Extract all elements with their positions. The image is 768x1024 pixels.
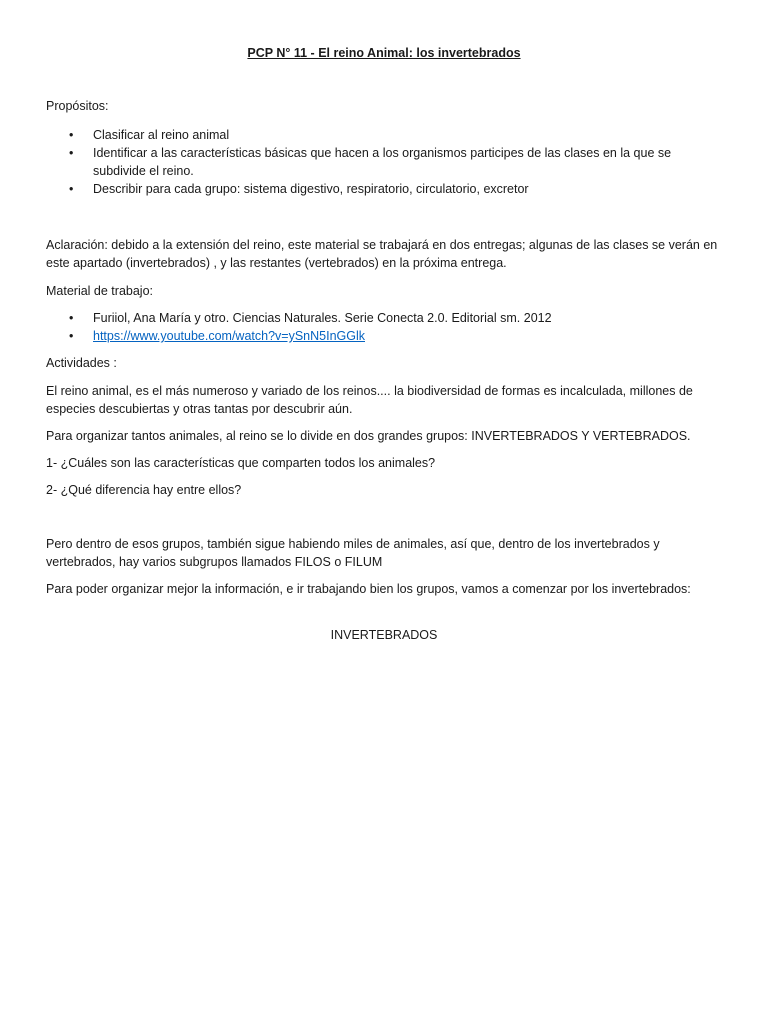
bullet-icon: • <box>69 128 74 142</box>
purposes-label: Propósitos: <box>46 99 109 113</box>
clarification-paragraph: Aclaración: debido a la extensión del reino, este material se trabajará en dos entregas; algunas de las clases se verán en este apartado (invertebrados) , y las restantes (vertebrados) en la próxima entrega. <box>46 238 718 270</box>
material-list <box>46 309 722 345</box>
list-item <box>46 126 722 144</box>
intro-paragraph: El reino animal, es el más numeroso y variado de los reinos.... la biodiversidad de formas es incalculada, millones de especies descubiertas y otras tantas por descubrir aún. <box>46 384 693 416</box>
groups-paragraph: Para organizar tantos animales, al reino se lo divide en dos grandes grupos: INVERTEBRADOS Y VERTEBRADOS. <box>46 429 691 443</box>
bullet-icon: • <box>69 329 74 343</box>
video-link[interactable]: https://www.youtube.com/watch?v=ySnN5InGGlk <box>93 329 365 343</box>
question-1: 1- ¿Cuáles son las características que comparten todos los animales? <box>46 456 436 470</box>
list-item <box>46 309 722 327</box>
question-2: 2- ¿Qué diferencia hay entre ellos? <box>46 483 242 497</box>
organize-paragraph: Para poder organizar mejor la información, e ir trabajando bien los grupos, vamos a comenzar por los invertebrados: <box>46 582 691 596</box>
purpose-text: Clasificar al reino animal <box>93 128 230 142</box>
list-item <box>46 180 722 198</box>
purposes-list <box>46 126 722 198</box>
section-heading: INVERTEBRADOS <box>330 628 438 642</box>
list-item <box>46 144 722 180</box>
list-item <box>46 327 722 345</box>
activities-label: Actividades : <box>46 356 117 370</box>
purpose-text: Identificar a las características básicas que hacen a los organismos participes de las clases en la que se subdivide el reino. <box>93 146 672 178</box>
purpose-text: Describir para cada grupo: sistema digestivo, respiratorio, circulatorio, excretor <box>93 182 529 196</box>
subgroups-paragraph: Pero dentro de esos grupos, también sigue habiendo miles de animales, así que, dentro de los invertebrados y vertebrados, hay varios subgrupos llamados FILOS o FILUM <box>46 537 660 569</box>
bullet-icon: • <box>69 182 74 196</box>
material-label: Material de trabajo: <box>46 284 154 298</box>
book-reference: Furiiol, Ana María y otro. Ciencias Naturales. Serie Conecta 2.0. Editorial sm. 2012 <box>93 311 552 325</box>
bullet-icon: • <box>69 311 74 325</box>
document-title: PCP N° 11 - El reino Animal: los invertebrados <box>247 46 521 60</box>
bullet-icon: • <box>69 146 74 160</box>
